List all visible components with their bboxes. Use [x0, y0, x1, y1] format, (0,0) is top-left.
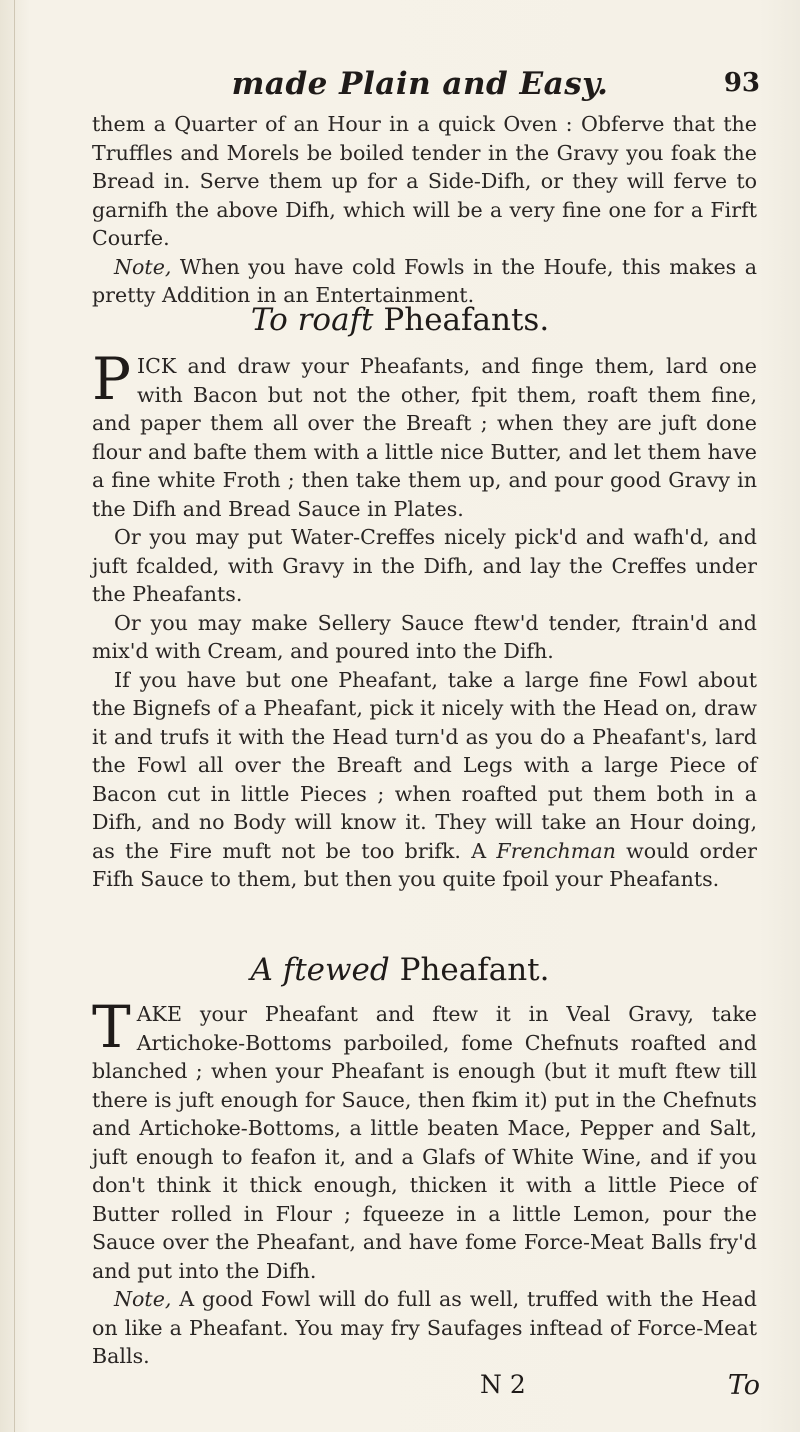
section-title-roast-pheasants — [0, 302, 800, 338]
note-text: A good Fowl will do full as well, truffed with the Head on like a Pheafant. You may fry Saufages inftead of Force-Meat Balls. — [92, 1287, 757, 1368]
section-title-stewed-pheasant — [0, 952, 800, 988]
note-lead: Note, — [114, 1287, 172, 1311]
recipe-stewed-pheasant — [92, 993, 757, 1371]
drop-cap: P — [92, 345, 132, 413]
recipe-text: ICK and draw your Pheafants, and finge them, lard one with Bacon but not the other, fpit them, roaft them fine, and paper them all over the Breaft ; when they are juft done flour and bafte them with a little nice Butter, and let them have a fine white Froth ; then take them up, and pour good Gravy in the Difh and Bread Sauce in Plates. — [92, 354, 757, 521]
page-footer — [80, 1370, 760, 1406]
recipe-text: If you have but one Pheafant, take a large fine Fowl about the Bignefs of a Pheafant, pick it nicely with the Head on, draw it and trufs it with the Head turn'd as you do a Pheafant's, lard the Fowl all over the Breaft and Legs with a large Piece of Bacon cut in little Pieces ; when roafted put them both in a Difh, and no Body will know it. They will take an Hour doing, as the Fire muft not be too brifk. A — [92, 667, 757, 863]
recipe-paragraph: Or you may make Sellery Sauce ftew'd tender, ftrain'd and mix'd with Cream, and poured into the Difh. — [92, 610, 757, 663]
note-lead: Note, — [114, 254, 172, 279]
recipe-paragraph: Or you may put Water-Creffes nicely pick'd and wafh'd, and juft fcalded, with Gravy in the Difh, and lay the Creffes under the Pheafants. — [92, 525, 757, 606]
page-header — [80, 66, 760, 106]
note-text: When you have cold Fowls in the Houfe, this makes a pretty Addition in an Entertainment. — [92, 254, 757, 307]
drop-cap: T — [92, 993, 131, 1061]
recipe-text: AKE your Pheafant and ftew it in Veal Gravy, take Artichoke-Bottoms parboiled, fome Chefnuts roafted and blanched ; when your Pheafant is enough (but it muft ftew till there is juft enough for Sauce, then fkim it) put in the Chefnuts and Artichoke-Bottoms, a little beaten Mace, Pepper and Salt, juft enough to feafon it, and a Glafs of White Wine, and if you don't think it thick enough, thicken it with a little Piece of Butter rolled in Flour ; fqueeze in a little Lemon, pour the Sauce over the Pheafant, and have fome Force-Meat Balls fry'd and put into the Difh. — [92, 1002, 757, 1283]
signature-mark: N 2 — [480, 1370, 526, 1399]
section-title-italic: A ftewed — [250, 952, 390, 988]
recipe-paragraph — [92, 993, 757, 1285]
italic-word: Frenchman — [496, 838, 616, 863]
recipe-paragraph — [92, 666, 757, 894]
page-number: 93 — [723, 68, 760, 98]
recipe-roast-pheasants — [92, 345, 757, 894]
running-head: made Plain and Easy. — [231, 66, 609, 102]
section-title-italic: To roaft — [250, 302, 374, 338]
recipe-note — [92, 1285, 757, 1371]
section-title-plain: Pheafants. — [383, 302, 550, 338]
continuation-block — [92, 110, 757, 310]
continuation-paragraph: them a Quarter of an Hour in a quick Oven : Obferve that the Truffles and Morels be boiled tender in the Gravy you foak the Bread in. Serve them up for a Side-Difh, or they will ferve to garnifh the above Difh, which will be a very fine one for a Firft Courfe. — [92, 112, 757, 250]
continuation-note — [92, 253, 757, 310]
recipe-paragraph — [92, 345, 757, 523]
recipe-text: would order Fifh Sauce to them, but then you quite fpoil your Pheafants. — [92, 838, 757, 891]
gutter-line — [14, 0, 15, 1432]
section-title-plain: Pheafant. — [399, 952, 550, 988]
catchword: To — [727, 1370, 760, 1401]
